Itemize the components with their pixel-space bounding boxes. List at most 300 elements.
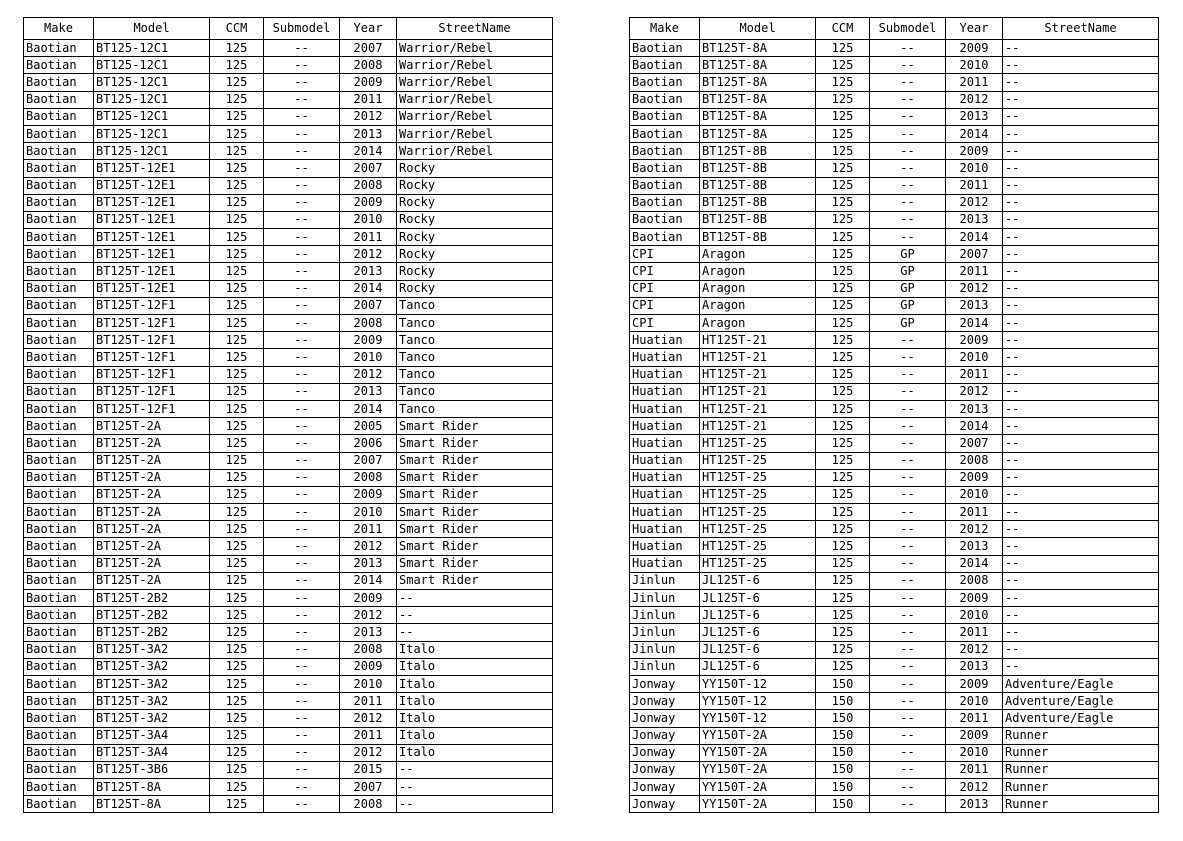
year-cell: 2014 bbox=[340, 572, 397, 589]
table-row bbox=[630, 332, 1159, 349]
table-row bbox=[630, 710, 1159, 727]
model-cell: YY150T-12 bbox=[700, 710, 816, 727]
submodel-cell: -- bbox=[264, 710, 340, 727]
make-cell: Baotian bbox=[24, 315, 94, 332]
model-cell: YY150T-2A bbox=[700, 744, 816, 761]
ccm-cell: 125 bbox=[816, 263, 870, 280]
streetname-cell: -- bbox=[397, 779, 553, 796]
model-cell: YY150T-2A bbox=[700, 727, 816, 744]
make-cell: Baotian bbox=[24, 400, 94, 417]
make-cell: Baotian bbox=[24, 418, 94, 435]
make-cell: Baotian bbox=[24, 125, 94, 142]
submodel-cell: -- bbox=[264, 125, 340, 142]
make-cell: Baotian bbox=[24, 693, 94, 710]
model-cell: BT125T-2A bbox=[94, 521, 210, 538]
make-cell: Huatian bbox=[630, 504, 700, 521]
model-cell: Aragon bbox=[700, 315, 816, 332]
ccm-cell: 125 bbox=[210, 383, 264, 400]
make-cell: Baotian bbox=[24, 177, 94, 194]
make-cell: Baotian bbox=[24, 435, 94, 452]
model-cell: JL125T-6 bbox=[700, 607, 816, 624]
model-cell: JL125T-6 bbox=[700, 572, 816, 589]
make-cell: Baotian bbox=[24, 555, 94, 572]
submodel-cell: -- bbox=[870, 143, 946, 160]
make-cell: Baotian bbox=[24, 710, 94, 727]
submodel-cell: -- bbox=[870, 383, 946, 400]
year-cell: 2007 bbox=[340, 160, 397, 177]
year-cell: 2008 bbox=[946, 452, 1003, 469]
ccm-cell: 125 bbox=[816, 624, 870, 641]
make-cell: Baotian bbox=[630, 91, 700, 108]
table-row bbox=[24, 761, 553, 778]
submodel-cell: -- bbox=[870, 108, 946, 125]
model-cell: BT125T-3A4 bbox=[94, 727, 210, 744]
streetname-cell: Tanco bbox=[397, 349, 553, 366]
year-cell: 2014 bbox=[946, 555, 1003, 572]
submodel-cell: -- bbox=[870, 91, 946, 108]
table-row bbox=[630, 315, 1159, 332]
model-cell: BT125-12C1 bbox=[94, 40, 210, 57]
streetname-cell: Adventure/Eagle bbox=[1003, 675, 1159, 692]
model-cell: BT125-12C1 bbox=[94, 108, 210, 125]
submodel-cell: -- bbox=[264, 486, 340, 503]
streetname-cell: Italo bbox=[397, 727, 553, 744]
model-cell: HT125T-21 bbox=[700, 400, 816, 417]
ccm-cell: 125 bbox=[816, 332, 870, 349]
year-cell: 2013 bbox=[946, 108, 1003, 125]
year-cell: 2011 bbox=[946, 263, 1003, 280]
table-row bbox=[630, 263, 1159, 280]
make-cell: Baotian bbox=[24, 761, 94, 778]
submodel-cell: -- bbox=[870, 693, 946, 710]
submodel-cell: -- bbox=[870, 332, 946, 349]
streetname-cell: Tanco bbox=[397, 315, 553, 332]
submodel-cell: -- bbox=[264, 246, 340, 263]
model-cell: BT125T-3A2 bbox=[94, 693, 210, 710]
streetname-cell: -- bbox=[1003, 452, 1159, 469]
year-cell: 2009 bbox=[946, 40, 1003, 57]
table-row bbox=[630, 57, 1159, 74]
table-row bbox=[24, 555, 553, 572]
submodel-cell: -- bbox=[870, 229, 946, 246]
submodel-cell: -- bbox=[870, 349, 946, 366]
streetname-cell: -- bbox=[397, 607, 553, 624]
make-cell: Baotian bbox=[630, 160, 700, 177]
year-cell: 2007 bbox=[946, 435, 1003, 452]
table-row bbox=[24, 779, 553, 796]
model-cell: BT125T-8B bbox=[700, 143, 816, 160]
table-row bbox=[630, 796, 1159, 813]
streetname-cell: -- bbox=[1003, 211, 1159, 228]
year-cell: 2013 bbox=[946, 796, 1003, 813]
make-cell: Huatian bbox=[630, 469, 700, 486]
make-cell: Jinlun bbox=[630, 641, 700, 658]
ccm-cell: 125 bbox=[816, 658, 870, 675]
submodel-cell: -- bbox=[264, 727, 340, 744]
submodel-cell: -- bbox=[870, 57, 946, 74]
streetname-cell: -- bbox=[397, 590, 553, 607]
model-cell: BT125T-2A bbox=[94, 572, 210, 589]
streetname-cell: Rocky bbox=[397, 229, 553, 246]
ccm-cell: 125 bbox=[816, 315, 870, 332]
ccm-cell: 125 bbox=[210, 57, 264, 74]
streetname-cell: Smart Rider bbox=[397, 418, 553, 435]
streetname-cell: -- bbox=[1003, 486, 1159, 503]
streetname-cell: Smart Rider bbox=[397, 452, 553, 469]
submodel-cell: -- bbox=[870, 194, 946, 211]
ccm-cell: 125 bbox=[816, 486, 870, 503]
make-cell: CPI bbox=[630, 315, 700, 332]
submodel-cell: -- bbox=[870, 125, 946, 142]
ccm-cell: 150 bbox=[816, 779, 870, 796]
submodel-cell: -- bbox=[870, 160, 946, 177]
submodel-cell: -- bbox=[870, 40, 946, 57]
make-cell: Baotian bbox=[24, 779, 94, 796]
model-cell: BT125T-8A bbox=[700, 40, 816, 57]
streetname-cell: -- bbox=[1003, 658, 1159, 675]
ccm-cell: 125 bbox=[816, 572, 870, 589]
ccm-cell: 125 bbox=[210, 538, 264, 555]
submodel-cell: -- bbox=[870, 641, 946, 658]
model-cell: JL125T-6 bbox=[700, 658, 816, 675]
submodel-cell: -- bbox=[264, 160, 340, 177]
make-cell: Baotian bbox=[24, 624, 94, 641]
ccm-cell: 125 bbox=[816, 366, 870, 383]
streetname-cell: -- bbox=[1003, 641, 1159, 658]
ccm-cell: 125 bbox=[210, 315, 264, 332]
model-cell: JL125T-6 bbox=[700, 641, 816, 658]
streetname-cell: -- bbox=[1003, 263, 1159, 280]
ccm-cell: 125 bbox=[210, 280, 264, 297]
model-cell: BT125-12C1 bbox=[94, 91, 210, 108]
header-streetname: StreetName bbox=[1003, 18, 1159, 40]
submodel-cell: -- bbox=[264, 57, 340, 74]
make-cell: Jinlun bbox=[630, 572, 700, 589]
make-cell: Baotian bbox=[24, 57, 94, 74]
submodel-cell: -- bbox=[264, 280, 340, 297]
table-row bbox=[630, 727, 1159, 744]
submodel-cell: -- bbox=[264, 400, 340, 417]
model-cell: BT125-12C1 bbox=[94, 143, 210, 160]
ccm-cell: 125 bbox=[210, 108, 264, 125]
year-cell: 2012 bbox=[946, 194, 1003, 211]
ccm-cell: 125 bbox=[210, 504, 264, 521]
model-cell: BT125T-12E1 bbox=[94, 246, 210, 263]
streetname-cell: -- bbox=[1003, 366, 1159, 383]
table-row bbox=[630, 229, 1159, 246]
submodel-cell: -- bbox=[264, 779, 340, 796]
submodel-cell: -- bbox=[870, 504, 946, 521]
model-cell: BT125T-8A bbox=[700, 108, 816, 125]
make-cell: Jonway bbox=[630, 727, 700, 744]
ccm-cell: 125 bbox=[210, 744, 264, 761]
model-cell: BT125T-8B bbox=[700, 177, 816, 194]
year-cell: 2014 bbox=[946, 229, 1003, 246]
streetname-cell: -- bbox=[1003, 538, 1159, 555]
year-cell: 2009 bbox=[340, 590, 397, 607]
table-row bbox=[630, 744, 1159, 761]
streetname-cell: Adventure/Eagle bbox=[1003, 693, 1159, 710]
header-model: Model bbox=[700, 18, 816, 40]
make-cell: Baotian bbox=[24, 91, 94, 108]
streetname-cell: Rocky bbox=[397, 160, 553, 177]
make-cell: Baotian bbox=[630, 125, 700, 142]
year-cell: 2012 bbox=[946, 521, 1003, 538]
make-cell: Jonway bbox=[630, 710, 700, 727]
year-cell: 2012 bbox=[946, 779, 1003, 796]
ccm-cell: 125 bbox=[210, 246, 264, 263]
submodel-cell: -- bbox=[870, 469, 946, 486]
year-cell: 2008 bbox=[340, 315, 397, 332]
year-cell: 2009 bbox=[946, 332, 1003, 349]
model-cell: HT125T-25 bbox=[700, 486, 816, 503]
ccm-cell: 125 bbox=[816, 91, 870, 108]
table-row bbox=[630, 435, 1159, 452]
streetname-cell: Warrior/Rebel bbox=[397, 91, 553, 108]
make-cell: Baotian bbox=[24, 194, 94, 211]
streetname-cell: Smart Rider bbox=[397, 572, 553, 589]
year-cell: 2013 bbox=[946, 538, 1003, 555]
submodel-cell: GP bbox=[870, 263, 946, 280]
model-cell: HT125T-25 bbox=[700, 452, 816, 469]
year-cell: 2012 bbox=[340, 710, 397, 727]
year-cell: 2008 bbox=[340, 57, 397, 74]
ccm-cell: 125 bbox=[816, 40, 870, 57]
year-cell: 2010 bbox=[946, 693, 1003, 710]
submodel-cell: -- bbox=[264, 229, 340, 246]
streetname-cell: -- bbox=[1003, 125, 1159, 142]
submodel-cell: -- bbox=[264, 74, 340, 91]
year-cell: 2014 bbox=[946, 125, 1003, 142]
model-cell: HT125T-25 bbox=[700, 521, 816, 538]
table-row bbox=[630, 779, 1159, 796]
streetname-cell: Runner bbox=[1003, 761, 1159, 778]
model-cell: BT125T-2B2 bbox=[94, 590, 210, 607]
ccm-cell: 125 bbox=[816, 229, 870, 246]
submodel-cell: -- bbox=[264, 332, 340, 349]
make-cell: Huatian bbox=[630, 486, 700, 503]
make-cell: Baotian bbox=[24, 108, 94, 125]
streetname-cell: Smart Rider bbox=[397, 504, 553, 521]
streetname-cell: -- bbox=[1003, 572, 1159, 589]
model-cell: YY150T-12 bbox=[700, 693, 816, 710]
streetname-cell: Runner bbox=[1003, 779, 1159, 796]
ccm-cell: 125 bbox=[210, 418, 264, 435]
streetname-cell: -- bbox=[397, 796, 553, 813]
ccm-cell: 125 bbox=[210, 693, 264, 710]
year-cell: 2012 bbox=[946, 91, 1003, 108]
make-cell: Baotian bbox=[630, 143, 700, 160]
year-cell: 2011 bbox=[946, 177, 1003, 194]
ccm-cell: 125 bbox=[210, 624, 264, 641]
ccm-cell: 125 bbox=[816, 435, 870, 452]
ccm-cell: 125 bbox=[210, 297, 264, 314]
table-row bbox=[630, 194, 1159, 211]
streetname-cell: -- bbox=[1003, 315, 1159, 332]
ccm-cell: 125 bbox=[210, 779, 264, 796]
streetname-cell: -- bbox=[1003, 246, 1159, 263]
ccm-cell: 150 bbox=[816, 761, 870, 778]
model-cell: BT125T-12E1 bbox=[94, 211, 210, 228]
ccm-cell: 125 bbox=[210, 366, 264, 383]
submodel-cell: -- bbox=[264, 383, 340, 400]
model-cell: BT125T-8B bbox=[700, 194, 816, 211]
year-cell: 2008 bbox=[946, 572, 1003, 589]
submodel-cell: -- bbox=[264, 796, 340, 813]
make-cell: Baotian bbox=[24, 607, 94, 624]
make-cell: Baotian bbox=[24, 521, 94, 538]
submodel-cell: -- bbox=[264, 366, 340, 383]
year-cell: 2011 bbox=[946, 74, 1003, 91]
ccm-cell: 125 bbox=[210, 486, 264, 503]
ccm-cell: 125 bbox=[816, 280, 870, 297]
ccm-cell: 125 bbox=[816, 469, 870, 486]
ccm-cell: 125 bbox=[816, 349, 870, 366]
submodel-cell: -- bbox=[264, 469, 340, 486]
make-cell: CPI bbox=[630, 280, 700, 297]
table-row bbox=[24, 229, 553, 246]
model-cell: Aragon bbox=[700, 246, 816, 263]
model-cell: BT125-12C1 bbox=[94, 125, 210, 142]
table-row bbox=[24, 280, 553, 297]
submodel-cell: -- bbox=[264, 641, 340, 658]
model-cell: BT125T-12F1 bbox=[94, 400, 210, 417]
make-cell: Huatian bbox=[630, 366, 700, 383]
model-cell: Aragon bbox=[700, 263, 816, 280]
model-cell: YY150T-2A bbox=[700, 779, 816, 796]
model-cell: BT125T-8A bbox=[700, 74, 816, 91]
make-cell: Huatian bbox=[630, 332, 700, 349]
ccm-cell: 125 bbox=[816, 108, 870, 125]
table-row bbox=[630, 400, 1159, 417]
model-cell: HT125T-25 bbox=[700, 555, 816, 572]
ccm-cell: 125 bbox=[816, 143, 870, 160]
streetname-cell: Adventure/Eagle bbox=[1003, 710, 1159, 727]
model-cell: BT125T-2A bbox=[94, 452, 210, 469]
streetname-cell: Tanco bbox=[397, 383, 553, 400]
streetname-cell: Warrior/Rebel bbox=[397, 40, 553, 57]
submodel-cell: -- bbox=[870, 435, 946, 452]
ccm-cell: 125 bbox=[210, 658, 264, 675]
ccm-cell: 125 bbox=[210, 675, 264, 692]
model-cell: BT125T-3A2 bbox=[94, 641, 210, 658]
table-row bbox=[24, 125, 553, 142]
year-cell: 2009 bbox=[340, 332, 397, 349]
make-cell: Huatian bbox=[630, 400, 700, 417]
submodel-cell: -- bbox=[870, 624, 946, 641]
year-cell: 2012 bbox=[946, 641, 1003, 658]
make-cell: Baotian bbox=[24, 744, 94, 761]
submodel-cell: -- bbox=[870, 452, 946, 469]
streetname-cell: -- bbox=[1003, 297, 1159, 314]
year-cell: 2009 bbox=[340, 74, 397, 91]
submodel-cell: -- bbox=[264, 177, 340, 194]
ccm-cell: 150 bbox=[816, 727, 870, 744]
year-cell: 2011 bbox=[340, 521, 397, 538]
ccm-cell: 125 bbox=[210, 469, 264, 486]
table-row bbox=[24, 693, 553, 710]
header-submodel: Submodel bbox=[264, 18, 340, 40]
table-row bbox=[24, 143, 553, 160]
ccm-cell: 125 bbox=[210, 40, 264, 57]
streetname-cell: Warrior/Rebel bbox=[397, 125, 553, 142]
table-row bbox=[630, 143, 1159, 160]
make-cell: Baotian bbox=[630, 108, 700, 125]
make-cell: Huatian bbox=[630, 452, 700, 469]
table-row bbox=[24, 57, 553, 74]
model-cell: BT125T-8A bbox=[94, 779, 210, 796]
ccm-cell: 125 bbox=[816, 418, 870, 435]
model-cell: BT125T-2A bbox=[94, 435, 210, 452]
year-cell: 2007 bbox=[340, 40, 397, 57]
streetname-cell: -- bbox=[1003, 555, 1159, 572]
submodel-cell: GP bbox=[870, 246, 946, 263]
ccm-cell: 125 bbox=[816, 641, 870, 658]
model-cell: YY150T-2A bbox=[700, 796, 816, 813]
model-cell: BT125T-2A bbox=[94, 555, 210, 572]
table-row bbox=[24, 641, 553, 658]
table-row bbox=[24, 297, 553, 314]
ccm-cell: 125 bbox=[210, 263, 264, 280]
submodel-cell: -- bbox=[264, 435, 340, 452]
streetname-cell: -- bbox=[1003, 590, 1159, 607]
ccm-cell: 125 bbox=[816, 555, 870, 572]
submodel-cell: -- bbox=[264, 349, 340, 366]
model-cell: HT125T-25 bbox=[700, 538, 816, 555]
ccm-cell: 125 bbox=[210, 435, 264, 452]
year-cell: 2010 bbox=[946, 607, 1003, 624]
make-cell: Baotian bbox=[630, 40, 700, 57]
year-cell: 2011 bbox=[946, 366, 1003, 383]
year-cell: 2014 bbox=[946, 418, 1003, 435]
streetname-cell: Tanco bbox=[397, 332, 553, 349]
ccm-cell: 125 bbox=[816, 125, 870, 142]
make-cell: Baotian bbox=[24, 263, 94, 280]
model-cell: BT125T-12E1 bbox=[94, 160, 210, 177]
table-row bbox=[24, 332, 553, 349]
year-cell: 2010 bbox=[946, 744, 1003, 761]
table-row bbox=[630, 641, 1159, 658]
table-row bbox=[630, 108, 1159, 125]
model-cell: BT125T-12F1 bbox=[94, 332, 210, 349]
model-cell: HT125T-21 bbox=[700, 418, 816, 435]
ccm-cell: 125 bbox=[210, 521, 264, 538]
model-cell: HT125T-21 bbox=[700, 383, 816, 400]
streetname-cell: -- bbox=[1003, 40, 1159, 57]
submodel-cell: -- bbox=[264, 143, 340, 160]
submodel-cell: -- bbox=[264, 658, 340, 675]
submodel-cell: -- bbox=[264, 624, 340, 641]
year-cell: 2011 bbox=[340, 727, 397, 744]
header-ccm: CCM bbox=[816, 18, 870, 40]
table-row bbox=[24, 211, 553, 228]
streetname-cell: -- bbox=[1003, 521, 1159, 538]
year-cell: 2011 bbox=[340, 693, 397, 710]
ccm-cell: 150 bbox=[816, 796, 870, 813]
streetname-cell: -- bbox=[1003, 349, 1159, 366]
make-cell: Baotian bbox=[24, 211, 94, 228]
submodel-cell: -- bbox=[264, 744, 340, 761]
make-cell: Baotian bbox=[24, 469, 94, 486]
make-cell: Baotian bbox=[24, 366, 94, 383]
model-cell: BT125T-12F1 bbox=[94, 383, 210, 400]
ccm-cell: 125 bbox=[210, 91, 264, 108]
year-cell: 2015 bbox=[340, 761, 397, 778]
streetname-cell: Warrior/Rebel bbox=[397, 57, 553, 74]
model-cell: BT125T-8A bbox=[700, 125, 816, 142]
table-row bbox=[24, 469, 553, 486]
submodel-cell: GP bbox=[870, 280, 946, 297]
